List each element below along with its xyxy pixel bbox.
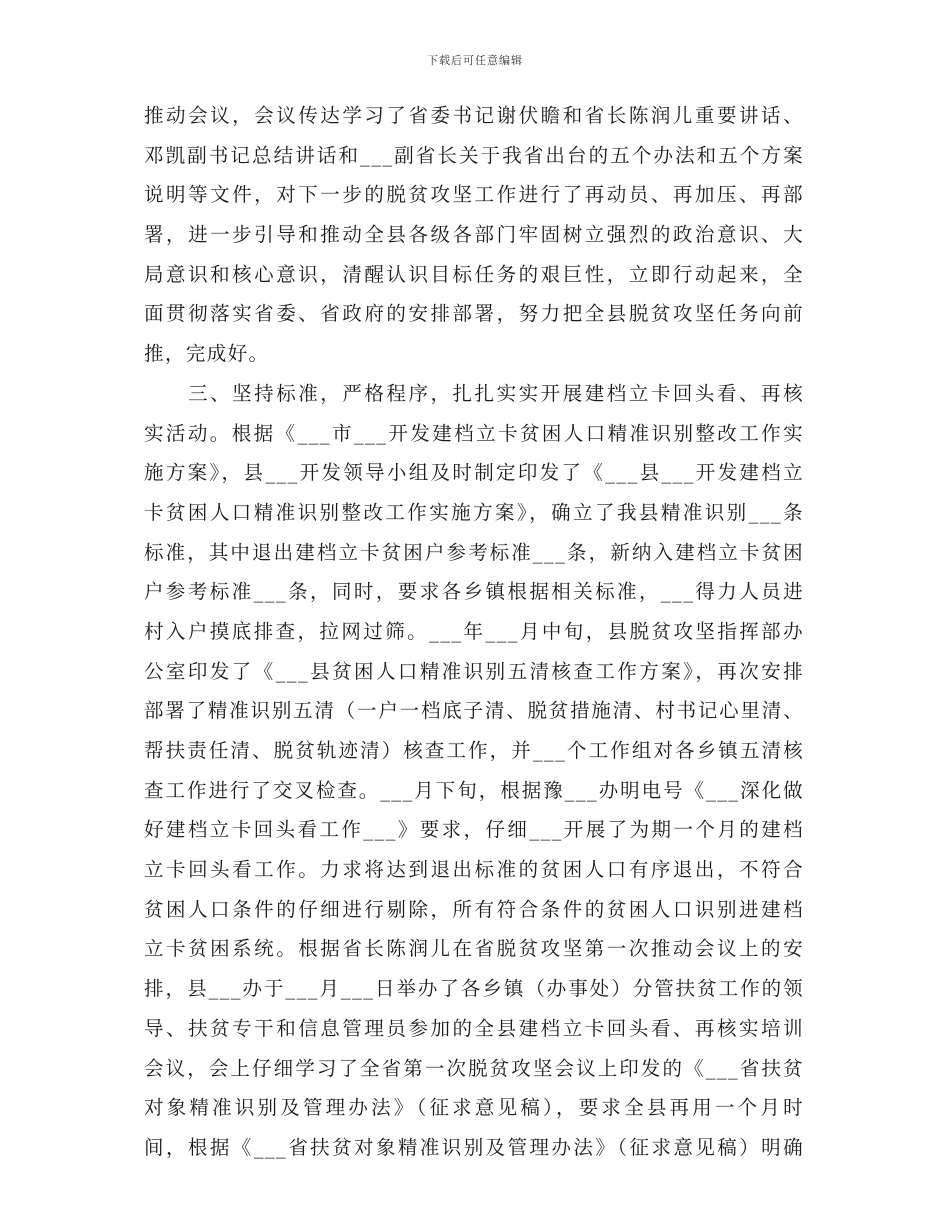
text-line: 排，县___办于___月___日举办了各乡镇（办事处）分管扶贫工作的领	[144, 977, 804, 1001]
text-line: 导、扶贫专干和信息管理员参加的全县建档立卡回头看、再核实培训	[144, 1016, 804, 1040]
text-line: 施方案》，县___开发领导小组及时制定印发了《___县___开发建档立	[144, 461, 804, 485]
text-line: 会议，会上仔细学习了全省第一次脱贫攻坚会议上印发的《___省扶贫	[144, 1056, 804, 1080]
text-line: 推，完成好。	[144, 342, 270, 366]
text-line: 局意识和核心意识，清醒认识目标任务的艰巨性，立即行动起来，全	[144, 262, 804, 286]
text-line: 帮扶责任清、脱贫轨迹清）核查工作，并___个工作组对各乡镇五清核	[144, 739, 804, 762]
text-line: 面贯彻落实省委、省政府的安排部署，努力把全县脱贫攻坚任务向前	[144, 302, 804, 326]
text-line: 户参考标准___条，同时，要求各乡镇根据相关标准，___得力人员进	[144, 580, 804, 604]
text-line: 实活动。根据《___市___开发建档立卡贫困人口精准识别整改工作实	[144, 421, 804, 445]
document-body	[144, 96, 804, 1168]
text-line: 间，根据《___省扶贫对象精准识别及管理办法》（征求意见稿）明确	[144, 1135, 804, 1159]
text-line: 村入户摸底排查，拉网过筛。___年___月中旬，县脱贫攻坚指挥部办	[144, 619, 804, 643]
text-line: 好建档立卡回头看工作___》要求，仔细___开展了为期一个月的建档	[144, 818, 804, 842]
section-heading-line: 三、坚持标准，严格程序，扎扎实实开展建档立卡回头看、再核	[144, 381, 804, 405]
text-line: 邓凯副书记总结讲话和___副省长关于我省出台的五个办法和五个方案	[144, 143, 804, 167]
text-line: 部署了精准识别五清（一户一档底子清、脱贫措施清、村书记心里清、	[144, 699, 804, 723]
text-line: 署，进一步引导和推动全县各级各部门牢固树立强烈的政治意识、大	[144, 223, 804, 247]
text-line: 立卡贫困系统。根据省长陈润儿在省脱贫攻坚第一次推动会议上的安	[144, 937, 804, 961]
text-line: 公室印发了《___县贫困人口精准识别五清核查工作方案》，再次安排	[144, 659, 804, 683]
text-line: 说明等文件，对下一步的脱贫攻坚工作进行了再动员、再加压、再部	[144, 183, 804, 207]
text-line: 对象精准识别及管理办法》（征求意见稿），要求全县再用一个月时	[144, 1096, 804, 1120]
text-line: 标准，其中退出建档立卡贫困户参考标准___条，新纳入建档立卡贫困	[144, 540, 804, 564]
text-line: 贫困人口条件的仔细进行剔除，所有符合条件的贫困人口识别进建档	[144, 897, 804, 921]
text-line: 查工作进行了交叉检查。___月下旬，根据豫___办明电号《___深化做	[144, 778, 804, 802]
text-line: 推动会议，会议传达学习了省委书记谢伏瞻和省长陈润儿重要讲话、	[144, 104, 804, 127]
page-header-caption: 下载后可任意编辑	[427, 54, 523, 67]
text-line: 立卡回头看工作。力求将达到退出标准的贫困人口有序退出，不符合	[144, 858, 804, 882]
text-line: 卡贫困人口精准识别整改工作实施方案》，确立了我县精准识别___条	[144, 500, 804, 524]
